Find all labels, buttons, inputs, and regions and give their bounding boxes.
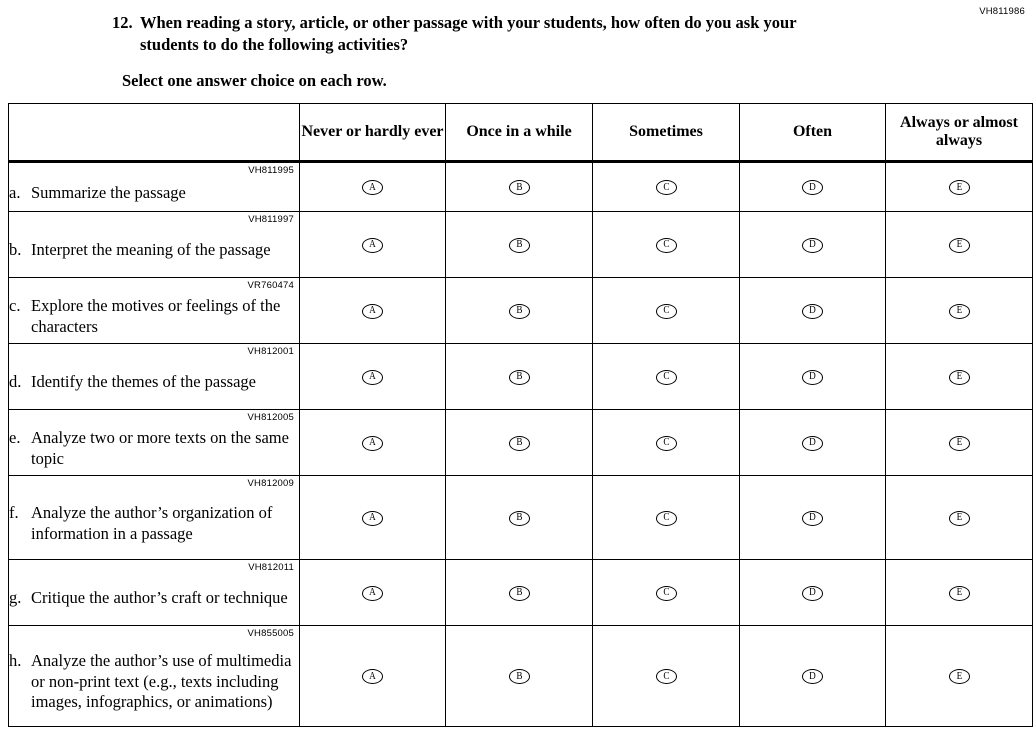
question-text: When reading a story, article, or other passage with your students, how often do you ask your students to do the following activities? [140, 13, 797, 54]
matrix-body [9, 162, 1033, 727]
radio-cell-c-never-or-hardly-ever[interactable] [300, 278, 446, 344]
radio-bubble-letter: A [369, 181, 376, 193]
radio-cell-g-never-or-hardly-ever[interactable] [300, 560, 446, 626]
radio-bubble-letter: C [662, 587, 670, 598]
radio-bubble-letter: E [956, 181, 962, 193]
radio-bubble[interactable] [509, 238, 530, 253]
row-item-code: VH812009 [247, 478, 294, 489]
radio-bubble[interactable] [509, 304, 530, 319]
row-text: Explore the motives or feelings of the characters [31, 295, 281, 336]
column-header-once-in-a-while: Once in a while [446, 104, 593, 162]
radio-cell-e-never-or-hardly-ever[interactable] [300, 410, 446, 476]
radio-bubble-letter: B [515, 239, 523, 250]
column-header-sometimes: Sometimes [593, 104, 740, 162]
radio-bubble-letter: D [809, 670, 816, 682]
row-item-code: VH812011 [248, 562, 294, 573]
radio-bubble-letter: B [515, 587, 523, 598]
radio-cell-c-always-or-almost-always[interactable] [886, 278, 1033, 344]
radio-cell-g-once-in-a-while[interactable] [446, 560, 593, 626]
radio-bubble-letter: A [369, 670, 376, 682]
row-item-code: VH855005 [247, 628, 294, 639]
radio-bubble[interactable] [362, 238, 383, 253]
radio-bubble-letter: B [515, 670, 523, 682]
row-label-d [9, 344, 300, 410]
instruction-suffix: answer choice on each row. [192, 70, 387, 90]
radio-bubble[interactable] [949, 370, 970, 385]
table-row [9, 278, 1033, 344]
radio-bubble[interactable] [509, 511, 530, 526]
radio-bubble-letter: E [956, 587, 962, 598]
radio-bubble[interactable] [949, 511, 970, 526]
radio-cell-b-always-or-almost-always[interactable] [886, 212, 1033, 278]
radio-bubble-letter: A [369, 371, 376, 382]
radio-bubble-letter: E [956, 512, 962, 523]
radio-cell-e-sometimes[interactable] [593, 410, 740, 476]
radio-bubble[interactable] [949, 586, 970, 601]
row-label-content [9, 240, 299, 261]
radio-bubble[interactable] [949, 304, 970, 319]
radio-cell-h-always-or-almost-always[interactable] [886, 626, 1033, 727]
radio-cell-d-once-in-a-while[interactable] [446, 344, 593, 410]
radio-bubble[interactable] [656, 238, 677, 253]
radio-bubble-letter: E [956, 670, 962, 682]
matrix-table-wrapper [8, 103, 1032, 727]
radio-cell-f-sometimes[interactable] [593, 476, 740, 560]
row-item-code: VH812005 [247, 412, 294, 423]
radio-bubble-letter: A [369, 512, 376, 523]
radio-bubble[interactable] [656, 304, 677, 319]
radio-bubble-letter: D [809, 305, 816, 316]
radio-bubble-letter: E [956, 305, 962, 316]
question-number: 12. [112, 13, 133, 32]
radio-cell-d-sometimes[interactable] [593, 344, 740, 410]
table-row [9, 560, 1033, 626]
radio-bubble-letter: E [956, 437, 962, 448]
radio-bubble[interactable] [362, 669, 383, 684]
question-block [112, 12, 832, 91]
radio-cell-f-once-in-a-while[interactable] [446, 476, 593, 560]
radio-cell-c-once-in-a-while[interactable] [446, 278, 593, 344]
radio-bubble[interactable] [802, 669, 823, 684]
radio-cell-c-often[interactable] [740, 278, 886, 344]
row-label-e [9, 410, 300, 476]
row-letter: g. [9, 588, 22, 608]
column-header-never-or-hardly-ever: Never or hardly ever [300, 104, 446, 162]
radio-cell-a-never-or-hardly-ever[interactable] [300, 162, 446, 212]
radio-cell-b-often[interactable] [740, 212, 886, 278]
radio-bubble-letter: D [809, 181, 816, 193]
radio-bubble[interactable] [656, 436, 677, 451]
matrix-corner-cell [9, 104, 300, 162]
radio-cell-g-always-or-almost-always[interactable] [886, 560, 1033, 626]
row-label-b [9, 212, 300, 278]
radio-bubble-letter: D [809, 587, 816, 598]
table-row [9, 410, 1033, 476]
radio-cell-b-once-in-a-while[interactable] [446, 212, 593, 278]
radio-bubble-letter: D [809, 512, 816, 523]
row-letter: d. [9, 372, 22, 392]
radio-bubble[interactable] [802, 586, 823, 601]
radio-bubble-letter: B [515, 305, 523, 316]
column-header-always-or-almost-always: Always or almost always [886, 104, 1033, 162]
row-label-content [9, 372, 299, 393]
radio-bubble[interactable] [509, 436, 530, 451]
table-row [9, 212, 1033, 278]
table-row [9, 344, 1033, 410]
question-instruction [122, 70, 832, 92]
radio-bubble[interactable] [509, 669, 530, 684]
row-text: Identify the themes of the passage [31, 372, 256, 392]
row-label-content [9, 428, 299, 470]
radio-cell-g-often[interactable] [740, 560, 886, 626]
radio-bubble[interactable] [362, 304, 383, 319]
radio-cell-d-always-or-almost-always[interactable] [886, 344, 1033, 410]
row-label-content [9, 296, 299, 338]
radio-cell-f-never-or-hardly-ever[interactable] [300, 476, 446, 560]
radio-bubble[interactable] [802, 436, 823, 451]
row-letter: a. [9, 182, 21, 202]
radio-bubble-letter: B [515, 437, 523, 448]
radio-bubble[interactable] [802, 238, 823, 253]
radio-bubble[interactable] [802, 304, 823, 319]
row-text: Critique the author’s craft or technique [31, 588, 288, 608]
radio-cell-g-sometimes[interactable] [593, 560, 740, 626]
radio-bubble-letter: E [956, 371, 962, 382]
radio-bubble[interactable] [949, 436, 970, 451]
radio-bubble-letter: A [369, 437, 376, 448]
radio-bubble[interactable] [362, 436, 383, 451]
radio-cell-e-once-in-a-while[interactable] [446, 410, 593, 476]
row-label-content [9, 651, 299, 713]
radio-bubble[interactable] [656, 586, 677, 601]
radio-cell-h-never-or-hardly-ever[interactable] [300, 626, 446, 727]
row-label-content [9, 503, 299, 545]
radio-bubble-letter: B [515, 371, 523, 382]
radio-bubble-letter: C [662, 670, 670, 682]
radio-cell-h-often[interactable] [740, 626, 886, 727]
row-text: Interpret the meaning of the passage [31, 240, 271, 260]
radio-bubble-letter: C [662, 239, 670, 250]
radio-cell-h-sometimes[interactable] [593, 626, 740, 727]
row-text: Summarize the passage [31, 182, 186, 202]
radio-bubble-letter: A [369, 239, 376, 250]
radio-bubble-letter: A [369, 587, 376, 598]
radio-cell-a-always-or-almost-always[interactable] [886, 162, 1033, 212]
row-text: Analyze two or more texts on the same topic [31, 427, 289, 468]
radio-bubble[interactable] [509, 586, 530, 601]
row-letter: h. [9, 650, 22, 670]
response-matrix-table [8, 103, 1033, 727]
radio-bubble[interactable] [362, 511, 383, 526]
radio-cell-f-often[interactable] [740, 476, 886, 560]
radio-bubble[interactable] [509, 180, 530, 195]
radio-bubble[interactable] [362, 180, 383, 195]
row-label-g [9, 560, 300, 626]
page-item-code: VH811986 [979, 6, 1025, 17]
row-label-content [9, 183, 299, 204]
question-row [112, 12, 832, 56]
row-label-a [9, 162, 300, 212]
radio-bubble-letter: C [662, 181, 670, 193]
row-letter: f. [9, 502, 19, 522]
radio-bubble[interactable] [802, 511, 823, 526]
radio-cell-d-never-or-hardly-ever[interactable] [300, 344, 446, 410]
radio-bubble[interactable] [656, 511, 677, 526]
row-letter: c. [9, 295, 21, 315]
row-item-code: VH811997 [248, 214, 294, 225]
instruction-prefix: Select [122, 70, 168, 90]
column-header-often: Often [740, 104, 886, 162]
row-label-h [9, 626, 300, 727]
radio-bubble-letter: B [515, 512, 523, 523]
radio-cell-f-always-or-almost-always[interactable] [886, 476, 1033, 560]
radio-cell-a-often[interactable] [740, 162, 886, 212]
row-text: Analyze the author’s organization of information in a passage [31, 502, 273, 543]
radio-bubble-letter: C [662, 437, 670, 448]
row-letter: e. [9, 427, 21, 447]
row-label-f [9, 476, 300, 560]
radio-cell-b-sometimes[interactable] [593, 212, 740, 278]
radio-bubble[interactable] [362, 586, 383, 601]
radio-bubble-letter: D [809, 371, 816, 382]
radio-cell-b-never-or-hardly-ever[interactable] [300, 212, 446, 278]
radio-cell-h-once-in-a-while[interactable] [446, 626, 593, 727]
table-row [9, 626, 1033, 727]
radio-bubble-letter: D [809, 437, 816, 448]
radio-bubble[interactable] [362, 370, 383, 385]
radio-bubble[interactable] [949, 180, 970, 195]
radio-bubble[interactable] [509, 370, 530, 385]
row-item-code: VH811995 [248, 165, 294, 176]
radio-bubble[interactable] [949, 669, 970, 684]
radio-bubble[interactable] [656, 669, 677, 684]
row-item-code: VH812001 [247, 346, 294, 357]
radio-cell-c-sometimes[interactable] [593, 278, 740, 344]
row-label-c [9, 278, 300, 344]
radio-cell-a-once-in-a-while[interactable] [446, 162, 593, 212]
radio-bubble-letter: E [956, 239, 962, 250]
row-item-code: VR760474 [247, 280, 294, 291]
radio-bubble-letter: C [662, 305, 670, 316]
radio-bubble-letter: B [515, 181, 523, 193]
radio-bubble-letter: C [662, 371, 670, 382]
row-letter: b. [9, 240, 22, 260]
radio-cell-e-always-or-almost-always[interactable] [886, 410, 1033, 476]
radio-cell-a-sometimes[interactable] [593, 162, 740, 212]
radio-bubble[interactable] [949, 238, 970, 253]
matrix-header-row [9, 104, 1033, 162]
radio-bubble[interactable] [656, 370, 677, 385]
radio-bubble-letter: A [369, 305, 376, 316]
table-row [9, 162, 1033, 212]
radio-bubble[interactable] [802, 180, 823, 195]
radio-bubble-letter: D [809, 239, 816, 250]
radio-bubble[interactable] [802, 370, 823, 385]
table-row [9, 476, 1033, 560]
row-text: Analyze the author’s use of multimedia or non-print text (e.g., texts including images, infographics, or animations) [31, 650, 292, 712]
radio-bubble-letter: C [662, 512, 670, 523]
instruction-emphasis: one [167, 70, 193, 90]
radio-cell-d-often[interactable] [740, 344, 886, 410]
row-label-content [9, 588, 299, 609]
radio-bubble[interactable] [656, 180, 677, 195]
radio-cell-e-often[interactable] [740, 410, 886, 476]
